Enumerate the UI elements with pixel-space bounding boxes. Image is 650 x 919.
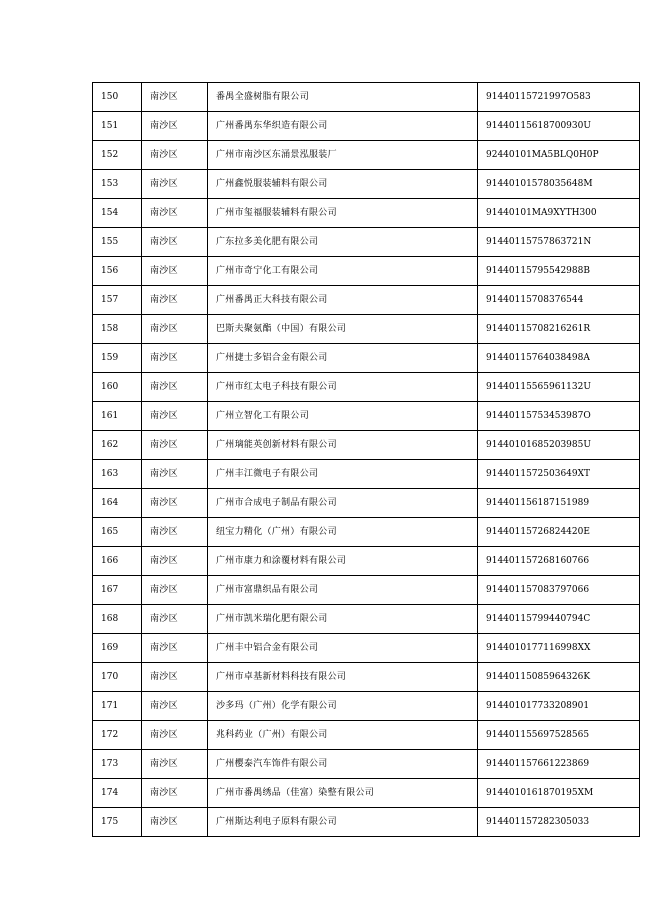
- credit-code-cell: 914401156187151989: [478, 489, 640, 518]
- company-name-cell: 广州鑫悦服装辅料有限公司: [208, 170, 478, 199]
- row-number: 157: [93, 286, 142, 315]
- row-number: 163: [93, 460, 142, 489]
- company-name-cell: 广州市红太电子科技有限公司: [208, 373, 478, 402]
- row-number: 171: [93, 692, 142, 721]
- company-name-cell: 番禺全盛树脂有限公司: [208, 83, 478, 112]
- row-number: 173: [93, 750, 142, 779]
- credit-code-cell: 91440115795542988B: [478, 257, 640, 286]
- credit-code-cell: 91440101MA9XYTH300: [478, 199, 640, 228]
- district-cell: 南沙区: [142, 199, 208, 228]
- row-number: 175: [93, 808, 142, 837]
- table-row: [93, 315, 640, 344]
- row-number: 168: [93, 605, 142, 634]
- row-number: 170: [93, 663, 142, 692]
- row-number: 164: [93, 489, 142, 518]
- credit-code-cell: 91440101685203985U: [478, 431, 640, 460]
- district-cell: 南沙区: [142, 460, 208, 489]
- company-name-cell: 巴斯夫聚氨酯（中国）有限公司: [208, 315, 478, 344]
- district-cell: 南沙区: [142, 518, 208, 547]
- company-name-cell: 广州市富鼎织品有限公司: [208, 576, 478, 605]
- company-name-cell: 广州市番禺绣品（佳富）染整有限公司: [208, 779, 478, 808]
- row-number: 150: [93, 83, 142, 112]
- row-number: 169: [93, 634, 142, 663]
- row-number: 159: [93, 344, 142, 373]
- credit-code-cell: 914401157268160766: [478, 547, 640, 576]
- district-cell: 南沙区: [142, 808, 208, 837]
- row-number: 167: [93, 576, 142, 605]
- district-cell: 南沙区: [142, 141, 208, 170]
- credit-code-cell: 91440115565961132U: [478, 373, 640, 402]
- credit-code-cell: 91440115085964326K: [478, 663, 640, 692]
- credit-code-cell: 91440115708376544: [478, 286, 640, 315]
- table-body: [93, 83, 640, 837]
- row-number: 158: [93, 315, 142, 344]
- district-cell: 南沙区: [142, 257, 208, 286]
- credit-code-cell: 9144010177116998XX: [478, 634, 640, 663]
- district-cell: 南沙区: [142, 170, 208, 199]
- district-cell: 南沙区: [142, 286, 208, 315]
- company-name-cell: 广州璃能英创新材料有限公司: [208, 431, 478, 460]
- table-row: [93, 344, 640, 373]
- credit-code-cell: 914401017733208901: [478, 692, 640, 721]
- company-name-cell: 纽宝力精化（广州）有限公司: [208, 518, 478, 547]
- row-number: 152: [93, 141, 142, 170]
- table-row: [93, 228, 640, 257]
- credit-code-cell: 91440115799440794C: [478, 605, 640, 634]
- district-cell: 南沙区: [142, 373, 208, 402]
- table-row: [93, 634, 640, 663]
- credit-code-cell: 9144011572503649XT: [478, 460, 640, 489]
- district-cell: 南沙区: [142, 431, 208, 460]
- company-name-cell: 广州番禺东华织造有限公司: [208, 112, 478, 141]
- row-number: 153: [93, 170, 142, 199]
- district-cell: 南沙区: [142, 634, 208, 663]
- table-row: [93, 663, 640, 692]
- district-cell: 南沙区: [142, 83, 208, 112]
- credit-code-cell: 91440115753453987O: [478, 402, 640, 431]
- row-number: 165: [93, 518, 142, 547]
- district-cell: 南沙区: [142, 576, 208, 605]
- company-name-cell: 广州市合成电子制品有限公司: [208, 489, 478, 518]
- table-row: [93, 286, 640, 315]
- table-row: [93, 518, 640, 547]
- row-number: 154: [93, 199, 142, 228]
- company-name-cell: 广州樱泰汽车饰件有限公司: [208, 750, 478, 779]
- table-row: [93, 431, 640, 460]
- table-row: [93, 83, 640, 112]
- company-registry-table: [92, 82, 640, 837]
- credit-code-cell: 91440115764038498A: [478, 344, 640, 373]
- district-cell: 南沙区: [142, 112, 208, 141]
- district-cell: 南沙区: [142, 605, 208, 634]
- table-row: [93, 170, 640, 199]
- row-number: 162: [93, 431, 142, 460]
- district-cell: 南沙区: [142, 344, 208, 373]
- credit-code-cell: 91440115757863721N: [478, 228, 640, 257]
- row-number: 160: [93, 373, 142, 402]
- row-number: 166: [93, 547, 142, 576]
- table-row: [93, 576, 640, 605]
- table-row: [93, 721, 640, 750]
- table-row: [93, 808, 640, 837]
- district-cell: 南沙区: [142, 779, 208, 808]
- row-number: 161: [93, 402, 142, 431]
- row-number: 156: [93, 257, 142, 286]
- district-cell: 南沙区: [142, 228, 208, 257]
- credit-code-cell: 914401157282305033: [478, 808, 640, 837]
- table-row: [93, 141, 640, 170]
- row-number: 172: [93, 721, 142, 750]
- credit-code-cell: 91440115708216261R: [478, 315, 640, 344]
- table-row: [93, 199, 640, 228]
- district-cell: 南沙区: [142, 489, 208, 518]
- district-cell: 南沙区: [142, 663, 208, 692]
- district-cell: 南沙区: [142, 547, 208, 576]
- row-number: 155: [93, 228, 142, 257]
- table-row: [93, 402, 640, 431]
- credit-code-cell: 91440115618700930U: [478, 112, 640, 141]
- credit-code-cell: 9144010161870195XM: [478, 779, 640, 808]
- company-name-cell: 沙多玛（广州）化学有限公司: [208, 692, 478, 721]
- company-name-cell: 广州丰江微电子有限公司: [208, 460, 478, 489]
- table-row: [93, 257, 640, 286]
- row-number: 174: [93, 779, 142, 808]
- table-row: [93, 605, 640, 634]
- company-name-cell: 广州市康力和涂覆材料有限公司: [208, 547, 478, 576]
- company-name-cell: 广州立智化工有限公司: [208, 402, 478, 431]
- district-cell: 南沙区: [142, 402, 208, 431]
- district-cell: 南沙区: [142, 750, 208, 779]
- credit-code-cell: 91440101578035648M: [478, 170, 640, 199]
- company-name-cell: 广州斯达利电子原料有限公司: [208, 808, 478, 837]
- row-number: 151: [93, 112, 142, 141]
- credit-code-cell: 914401155697528565: [478, 721, 640, 750]
- district-cell: 南沙区: [142, 315, 208, 344]
- table-row: [93, 489, 640, 518]
- table-row: [93, 692, 640, 721]
- company-name-cell: 广州市奇宁化工有限公司: [208, 257, 478, 286]
- table-row: [93, 750, 640, 779]
- table-row: [93, 547, 640, 576]
- company-name-cell: 广东拉多美化肥有限公司: [208, 228, 478, 257]
- company-name-cell: 广州市卓基新材料科技有限公司: [208, 663, 478, 692]
- credit-code-cell: 91440115726824420E: [478, 518, 640, 547]
- company-name-cell: 兆科药业（广州）有限公司: [208, 721, 478, 750]
- company-name-cell: 广州市玺福服装辅料有限公司: [208, 199, 478, 228]
- table-row: [93, 460, 640, 489]
- district-cell: 南沙区: [142, 692, 208, 721]
- credit-code-cell: 92440101MA5BLQ0H0P: [478, 141, 640, 170]
- company-name-cell: 广州丰中铝合金有限公司: [208, 634, 478, 663]
- company-name-cell: 广州番禺正大科技有限公司: [208, 286, 478, 315]
- credit-code-cell: 914401157661223869: [478, 750, 640, 779]
- company-name-cell: 广州捷士多铝合金有限公司: [208, 344, 478, 373]
- table-row: [93, 373, 640, 402]
- credit-code-cell: 914401157083797066: [478, 576, 640, 605]
- district-cell: 南沙区: [142, 721, 208, 750]
- company-name-cell: 广州市凯米瑞化肥有限公司: [208, 605, 478, 634]
- table-row: [93, 112, 640, 141]
- company-name-cell: 广州市南沙区东涌景泓服装厂: [208, 141, 478, 170]
- credit-code-cell: 91440115721997O583: [478, 83, 640, 112]
- table-row: [93, 779, 640, 808]
